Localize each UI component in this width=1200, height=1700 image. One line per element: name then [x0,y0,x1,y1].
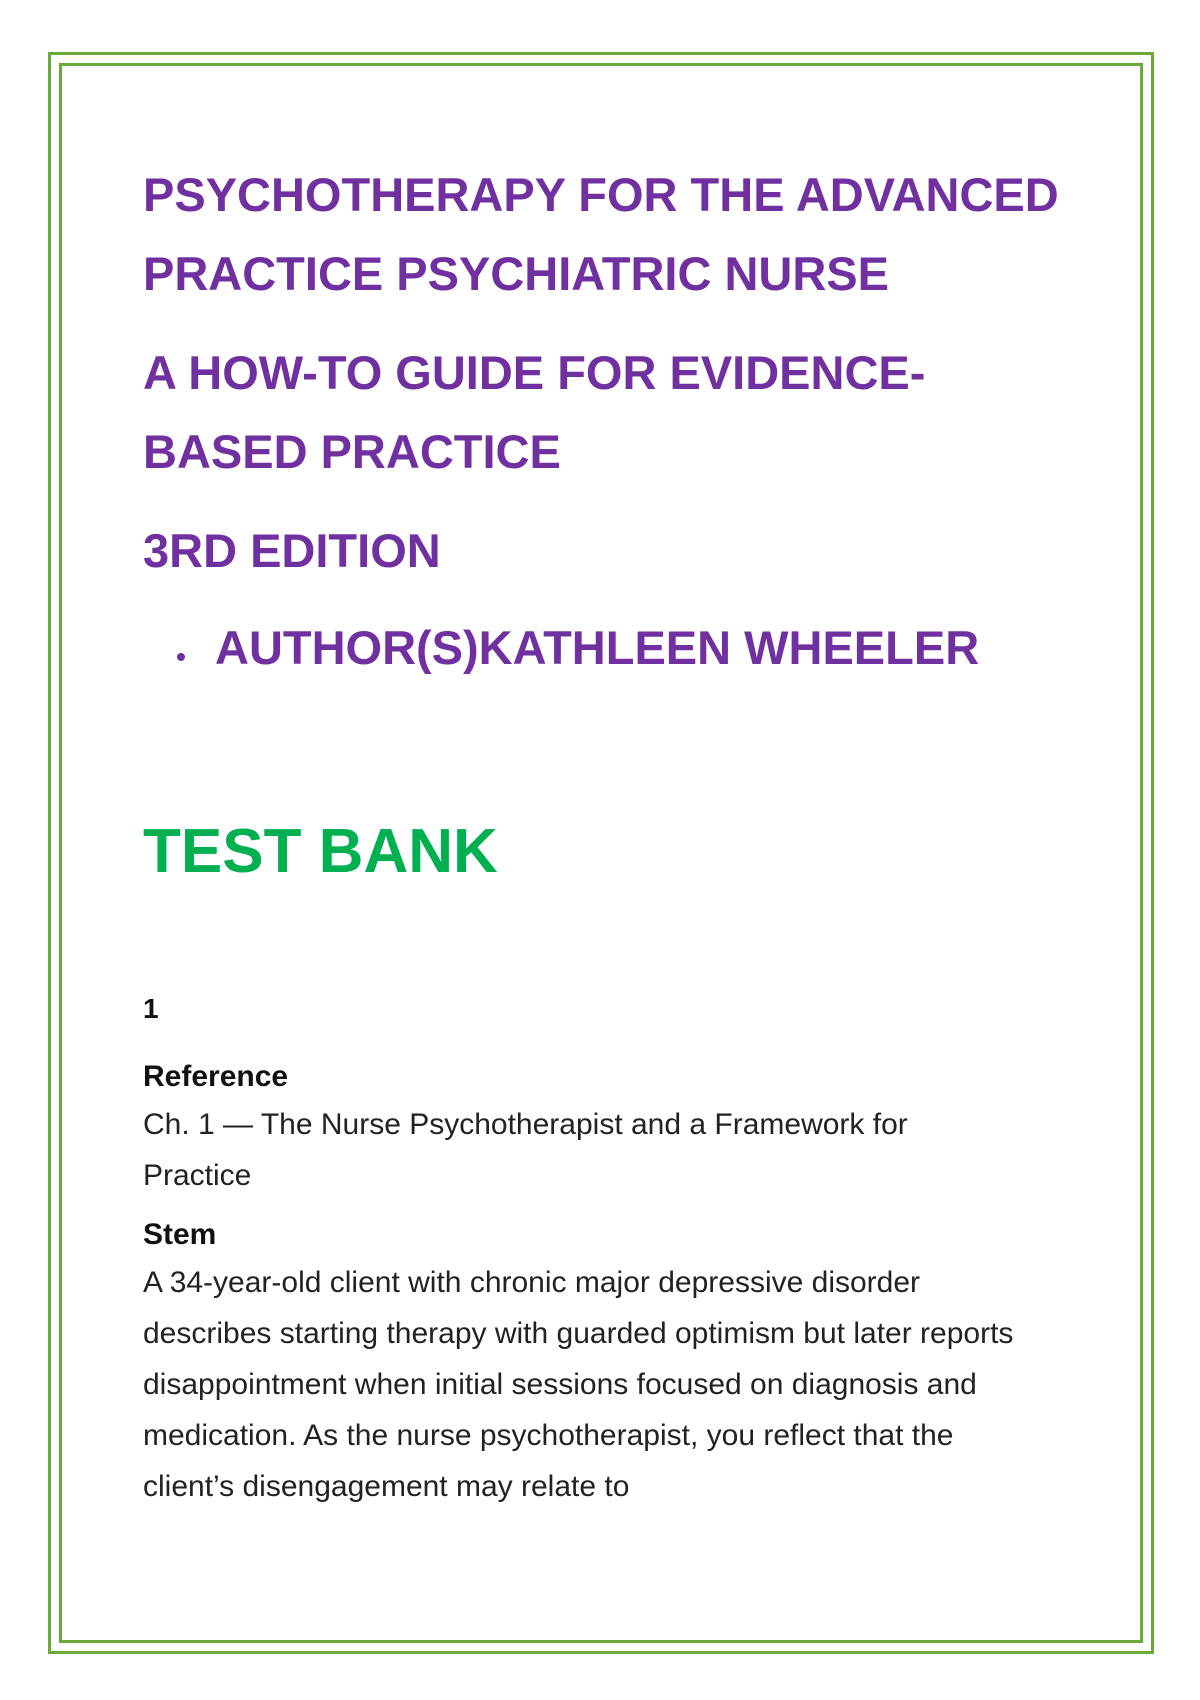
book-title: PSYCHOTHERAPY FOR THE ADVANCED PRACTICE PSYCHIATRIC NURSE [143,168,1059,300]
book-edition: 3RD EDITION [143,524,441,577]
page-content [143,155,1083,1512]
author-name: AUTHOR(S)KATHLEEN WHEELER [215,621,980,674]
book-subtitle: A HOW-TO GUIDE FOR EVIDENCE-BASED PRACTICE [143,346,926,478]
question-number: 1 [143,993,159,1024]
section-heading: TEST BANK [143,817,498,886]
author-line [143,608,1083,687]
reference-label: Reference [143,1060,289,1093]
bullet-icon [177,653,185,661]
reference-text: Ch. 1 — The Nurse Psychotherapist and a Framework for Practice [143,1108,908,1192]
stem-label: Stem [143,1218,217,1251]
stem-text: A 34-year-old client with chronic major depressive disorder describes starting therapy with guarded optimism but later reports disappointment when initial sessions focused on diagnosis and medication. As the nurse psychotherapist, you reflect that the client’s disengagement may relate to [143,1266,1014,1503]
